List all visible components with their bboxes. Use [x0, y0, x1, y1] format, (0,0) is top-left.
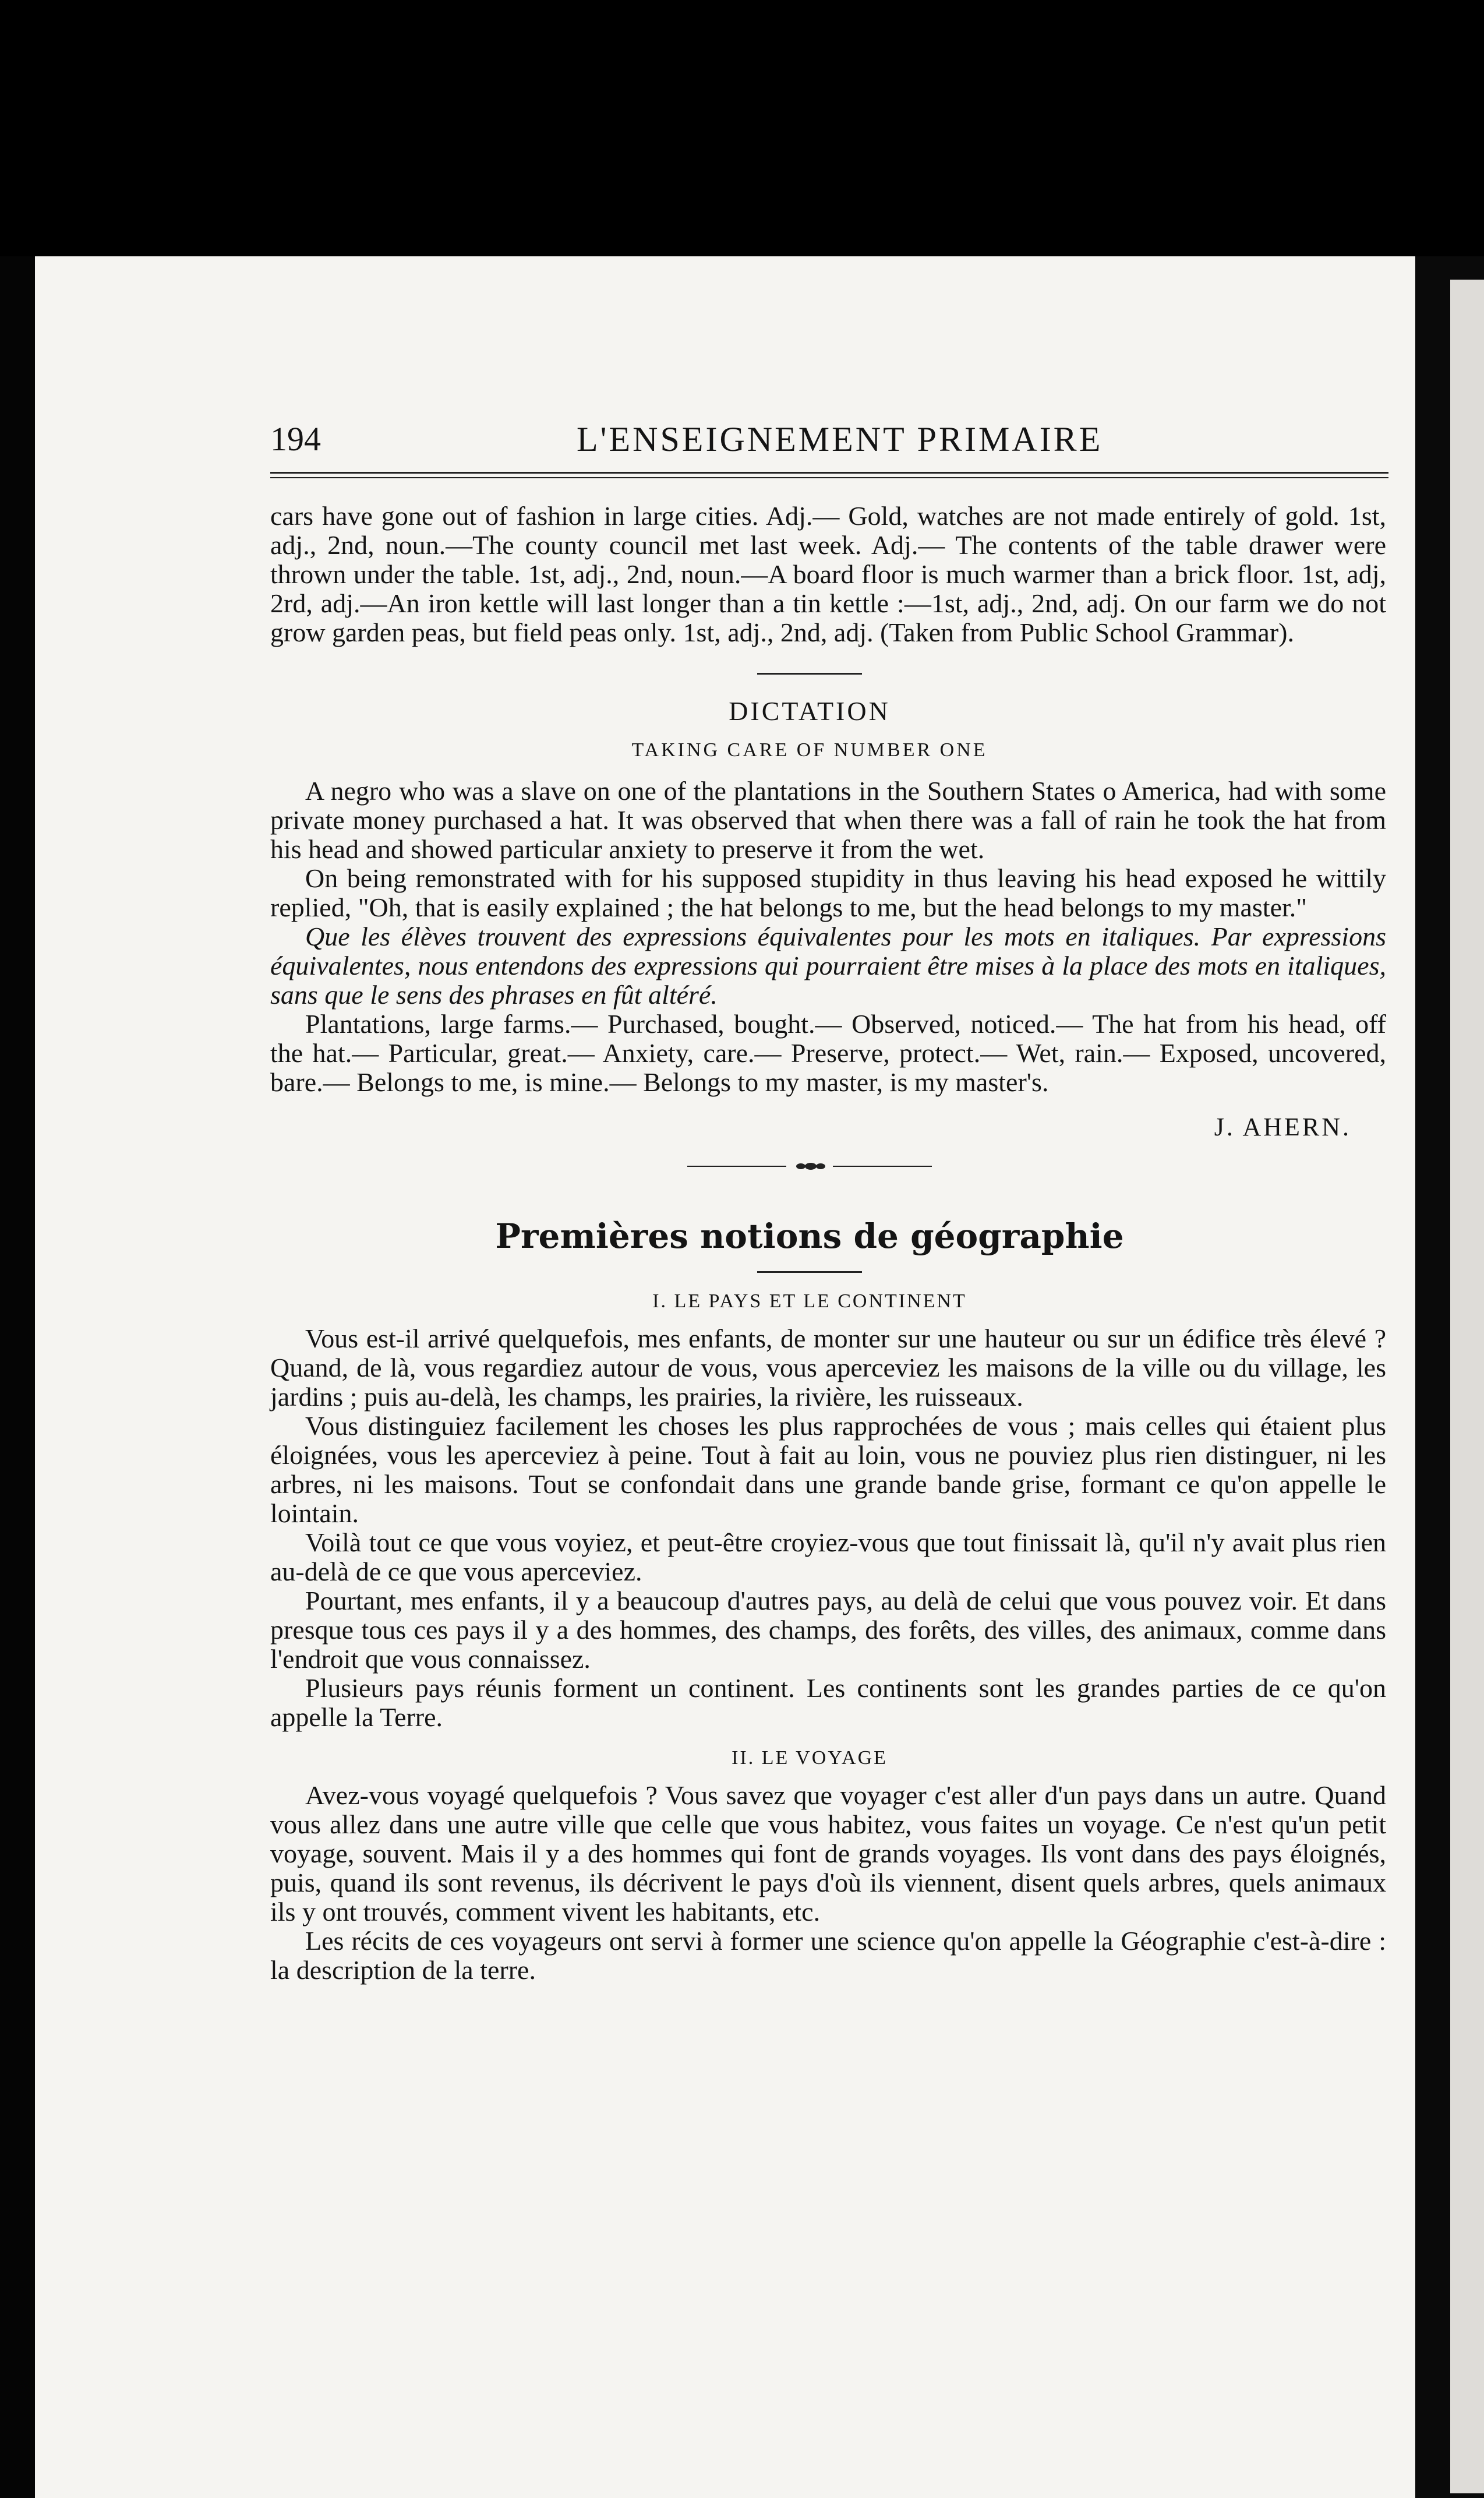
- geography-section: [233, 1216, 1386, 1985]
- header-double-rule: [270, 472, 1388, 478]
- geography-paragraph: Plusieurs pays réunis forment un continent. Les continents sont les grandes parties de ce qu'on appelle la Terre.: [270, 1673, 1386, 1732]
- dictation-section: [233, 696, 1386, 1176]
- page-header: [233, 408, 1386, 472]
- geography-paragraph: Les récits de ces voyageurs ont servi à former une science qu'on appelle la Géographie c'est-à-dire : la description de la terre.: [270, 1926, 1386, 1985]
- next-page-edge: [1450, 280, 1484, 2493]
- running-title: L'ENSEIGNEMENT PRIMAIRE: [577, 420, 1103, 458]
- geography-title: Premières notions de géographie: [495, 1216, 1124, 1256]
- geography-paragraph: Pourtant, mes enfants, il y a beaucoup d'autres pays, au delà de celui que vous pouvez voir. Et dans presque tous ces pays il y a des hommes, des champs, des forêts, des villes, des animaux, comme dans l'endroit que vous connaissez.: [270, 1586, 1386, 1674]
- ornament-divider: [233, 1156, 1386, 1176]
- dictation-instruction: Que les élèves trouvent des expressions équivalentes pour les mots en italiques. Par expressions équivalentes, nous entendons des expressions qui pourraient être mises à la place des mots en italiques, sans que le sens des phrases en fût altéré.: [270, 922, 1386, 1010]
- section2-title: II. LE VOYAGE: [732, 1747, 888, 1769]
- grammar-paragraph: cars have gone out of fashion in large cities. Adj.— Gold, watches are not made entirely of gold. 1st, adj., 2nd, noun.—The county council met last week. Adj.— The contents of the table drawer were thrown under the table. 1st, adj., 2nd, noun.—A board floor is much warmer than a brick floor. 1st, adj, 2rd, adj.—An iron kettle will last longer than a tin kettle :—1st, adj., 2nd, adj. On our farm we do not grow garden peas, but field peas only. 1st, adj., 2nd, adj. (Taken from Public School Grammar).: [270, 501, 1386, 647]
- dictation-title: DICTATION: [729, 696, 891, 726]
- geography-paragraph: Voilà tout ce que vous voyiez, et peut-être croyiez-vous que tout finissait là, qu'il n'y avait plus rien au-delà de ce que vous aperceviez.: [270, 1527, 1386, 1586]
- scan-border-top: [0, 0, 1484, 256]
- geography-paragraph: Avez-vous voyagé quelquefois ? Vous savez que voyager c'est aller d'un pays dans un autre. Quand vous allez dans une autre ville que celle que vous habitez, vous faites un voyage. Ce n'est qu'un petit voyage, souvent. Mais il y a des hommes qui font de grands voyages. Ils vont dans des pays éloignés, puis, quand ils sont revenus, ils décrivent le pays d'où ils viennent, disent quels arbres, quels animaux ils y ont trouvés, comment vivent les habitants, etc.: [270, 1780, 1386, 1927]
- title-underline: [757, 1271, 862, 1273]
- ornament-rule-icon: [687, 1162, 932, 1171]
- page-content: [233, 408, 1386, 1985]
- page-number: 194: [270, 420, 321, 458]
- dictation-answers: Plantations, large farms.— Purchased, bought.— Observed, noticed.— The hat from his head, off the hat.— Particular, great.— Anxiety, care.— Preserve, protect.— Wet, rain.— Exposed, uncovered, bare.— Belongs to me, is mine.— Belongs to my master, is my master's.: [270, 1009, 1386, 1097]
- book-page: [35, 256, 1415, 2498]
- geography-paragraph: Vous distinguiez facilement les choses les plus rapprochées de vous ; mais celles qui étaient plus éloignées, vous les aperceviez à peine. Tout à fait au loin, vous ne pouviez plus rien distinguer, ni les arbres, ni les maisons. Tout se confondait dans une grande bande grise, formant ce qu'on appelle le lointain.: [270, 1411, 1386, 1528]
- geography-paragraph: Vous est-il arrivé quelquefois, mes enfants, de monter sur une hauteur ou sur un édifice très élevé ? Quand, de là, vous regardiez autour de vous, vous aperceviez les maisons de la ville ou du village, les jardins ; puis au-delà, les champs, les prairies, la rivière, les ruisseaux.: [270, 1324, 1386, 1412]
- section1-title: I. LE PAYS ET LE CONTINENT: [652, 1290, 967, 1312]
- dictation-paragraph: A negro who was a slave on one of the plantations in the Southern States o America, had with some private money purchased a hat. It was observed that when there was a fall of rain he took the hat from his head and showed particular anxiety to preserve it from the wet.: [270, 776, 1386, 864]
- section-divider: [757, 673, 862, 675]
- dictation-subtitle: TAKING CARE OF NUMBER ONE: [631, 739, 988, 761]
- dictation-paragraph: On being remonstrated with for his supposed stupidity in thus leaving his head exposed he wittily replied, "Oh, that is easily explained ; the hat belongs to me, but the head belongs to my master.": [270, 863, 1386, 922]
- scan-border-right: [1415, 256, 1484, 2498]
- author-signature: J. AHERN.: [1214, 1113, 1351, 1141]
- grammar-section: [233, 502, 1386, 647]
